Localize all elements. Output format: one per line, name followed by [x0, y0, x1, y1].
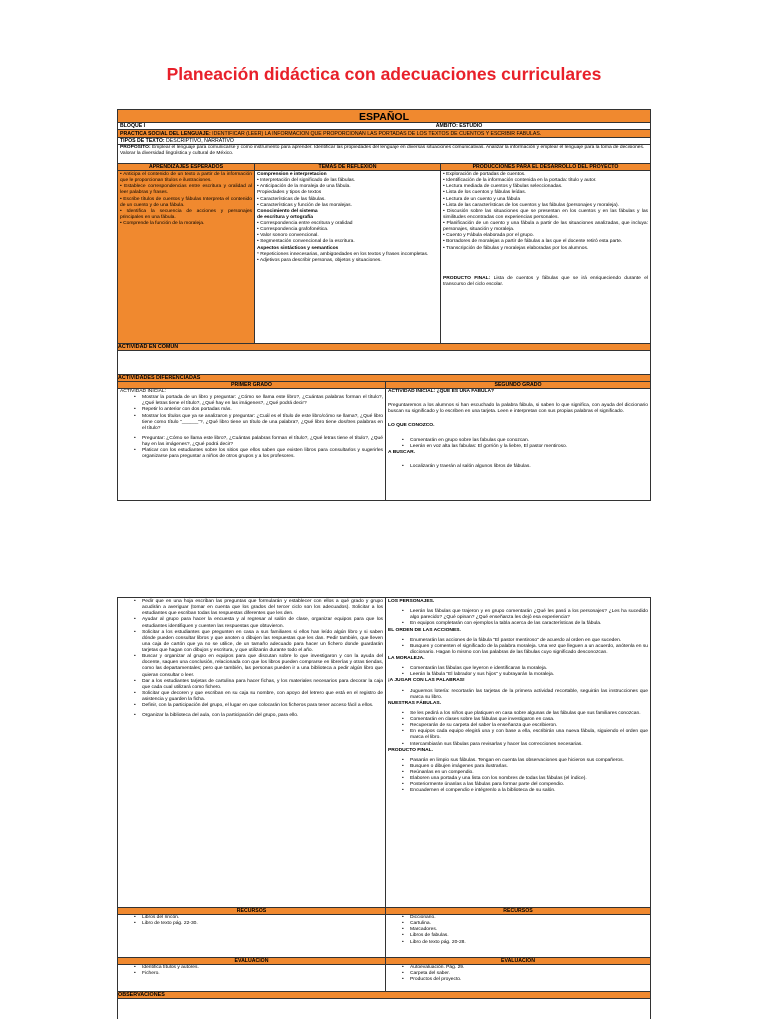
actividad-inicial-label: ACTIVIDAD INICIAL:	[120, 389, 166, 394]
sg-heading: LO QUE CONOZCO.	[388, 423, 435, 429]
bloque-label: BLOQUE I	[120, 123, 146, 129]
planning-table-page1	[117, 109, 651, 501]
resource-item: • Libro de texto pág. 20-28.	[388, 940, 648, 946]
recursos-header-right: RECURSOS	[503, 908, 533, 914]
sg-heading: A BUSCAR.	[388, 449, 415, 455]
tema-item: • Correspondencia entre escritura y oralidad	[257, 221, 353, 226]
activity-item: • Comentarán en clases sobre las fábulas que investigaron en casa.	[388, 717, 648, 723]
bloque-row	[117, 123, 651, 130]
activity-item: • Comentarán en grupo sobre las fabulas que conozcan.	[388, 438, 648, 444]
recursos-right	[386, 915, 650, 957]
evaluation-item: • Productos del proyecto.	[388, 977, 648, 983]
resource-item: • Libro de texto pág. 22-30.	[120, 921, 383, 927]
practica-value: IDENTIFICAR (LEER) LA INFORMACION QUE PROPORCIONAN LAS PORTADAS DE LOS TEXTOS DE CUENTOS Y ESCRIBIR FABULAS.	[212, 131, 542, 137]
aprendizaje-item: • Anticipa el contenido de un texto a partir de la información que le proporcionan títulos e ilustraciones.	[120, 172, 252, 184]
segundo-grado-header: SEGUNDO GRADO	[494, 382, 542, 388]
activity-item: • Se les pedirá a los niños que platiquen en casa sobre algunas de las fábulas que sus familiares conozcan.	[388, 711, 648, 717]
ambito-label: AMBITO: ESTUDIO	[435, 123, 483, 129]
recursos-left	[118, 915, 386, 957]
grade-headers	[117, 382, 651, 389]
evaluation-item: • Carpeta del saber.	[388, 971, 648, 977]
producto-final-label: PRODUCTO FINAL:	[443, 275, 491, 281]
activity-item: • Localizarán y traerán al salón algunos libros de fábulas.	[388, 464, 648, 470]
segundo-grado-continued	[386, 598, 650, 907]
tema-item: • Adjetivos para describir personas, objetos y situaciones.	[257, 257, 382, 263]
produccion-item: • Identificación de la información contenida en la portada: título y autor.	[443, 178, 597, 184]
activity-item: • Repetir lo anterior con dos portadas más.	[120, 407, 383, 413]
temas-column	[255, 171, 441, 343]
section-heading: LOS PERSONAJES.	[388, 599, 435, 604]
aprendizaje-item: • Identifica la secuencia de acciones y personajes principales en una fábula.	[120, 208, 253, 220]
practica-label: PRACTICA SOCIAL DEL LENGUAJE:	[120, 131, 211, 137]
evaluacion-row	[117, 965, 651, 992]
recursos-headers	[117, 908, 651, 915]
producto-final	[443, 276, 648, 288]
evaluation-item: • Autoevaluación. Pág. 29.	[388, 965, 648, 971]
header-producciones: PRODUCCIONES PARA EL DESARROLLO DEL PROYECTO	[472, 164, 619, 170]
resource-item: • Libros de fabulas.	[388, 933, 648, 939]
evaluacion-headers	[117, 958, 651, 965]
produccion-item: • Planificación de un cuento y una fábula a partir de las situaciones analizadas, que incluya: personajes, situación y moraleja.	[443, 221, 649, 233]
activity-item: • Busquen o dibujen imágenes para ilustrarlas.	[388, 764, 648, 770]
proposito-value: Emplear el lenguaje para comunicarse y como instrumento para aprender. Identificar las propiedades del lenguaje en diversas situaciones comunicativas. Analizar la información y emplear el lenguaje para la toma de decisiones. Valorar la diversidad lingüística y cultural de México.	[120, 145, 645, 157]
activity-item: • Dar a los estudiantes tarjetas de cartulina para hacer fichas, y los materiales necesarios para decorar la caja que cada cual utilizará como fichero.	[120, 679, 383, 691]
activity-item: • Enumerarán las acciones de la fábula "El pastor mentiroso" de acuerdo al orden en que suceden.	[388, 638, 648, 644]
header-temas: TEMAS DE REFLEXION	[255, 164, 441, 170]
subject-header: ESPAÑOL	[117, 109, 651, 123]
tema-item: • Segmentación convencional de la escritura.	[257, 239, 355, 245]
activity-item: • Busquen y comenten el significado de la palabra moraleja. Una vez que lleguen a un acuerdo, anótenla en su diccionario. Hagan lo mismo con las palabras de las fábulas cuyo significado desconozcan.	[388, 644, 648, 656]
activity-item: • En equipos cada equipo elegirá una y con base a ella, escribirán una nueva fábula, siguiendo el orden que marca el libro.	[388, 729, 648, 741]
activity-item: • Preguntar: ¿Cómo se llama este libro?, ¿Cuántas palabras forman el título?, ¿Qué letras tiene el título?, ¿Qué hay en las imágenes?, ¿Qué podrá decir?	[120, 436, 383, 448]
resource-item: • Libros del rincón.	[120, 915, 383, 921]
tema-item: * Repeticiones innecesarias, ambigüedades en los textos y frases incompletas.	[257, 251, 429, 257]
section-heading: PRODUCTO FINAL.	[388, 747, 434, 753]
evaluacion-header-right: EVALUACION	[501, 958, 535, 964]
activities-continued-row	[117, 597, 651, 908]
observaciones-body	[117, 999, 651, 1019]
activity-item: • Leerán las fábulas que trajeron y en grupo comentarán ¿Qué les pasó a los personajes? ¿Les ha sucedido algo parecido? ¿Qué opinan? ¿Qué enseñanza les dejó esa experiencia?	[388, 609, 648, 621]
temas-heading: de escritura y ortografía	[257, 214, 313, 220]
tema-item: • Características y función de las moralejas.	[257, 202, 352, 208]
temas-heading: Aspectos sintácticos y semanticos	[257, 245, 339, 251]
produccion-item: • Lista de las características de los cuentos y las fábulas (personajes y moraleja).	[443, 202, 619, 208]
activity-item: • Ayudar al grupo para hacer la encuesta y al regresar al salón de clase, organizar equipos para que los estudiantes identifiquen y cuenten las respuestas que obtuvieron.	[120, 617, 383, 629]
evaluacion-header-left: EVALUACION	[118, 958, 386, 964]
produccion-item: • Borradores de moralejas a partir de fábulas a las que el docente retiró esta parte.	[443, 239, 623, 245]
evaluation-item: • Fichero.	[120, 971, 383, 977]
activity-item: • Pasarán en limpio sus fábulas. Tengan en cuenta las observaciones que hicieron sus compañeros.	[388, 758, 648, 764]
tema-item: • Anticipación de la moraleja de una fábula.	[257, 184, 351, 190]
aprendizaje-item: • Escribe títulos de cuentos y fábulas Interpreta el contenido de un cuento y de una fábula.	[120, 196, 252, 208]
tipos-label: TIPOS DE TEXTO:	[120, 138, 165, 144]
resource-item: • Diccionario.	[388, 915, 648, 921]
column-headers	[117, 164, 651, 171]
evaluacion-left	[118, 965, 386, 991]
activity-item: • Solicitar a los estudiantes que pregunten en casa a sus familiares si ellos han leído algún libro y si saben dónde pueden consultar libros y que anoten o dibujen las respuestas que les dan. Pedir también, que lleven una caja de cartón que ya no se utilice, de un tamaño adecuado para hacer un fichero donde guardarán tarjetas que hagan con dibujos y escritura, y que utilizarán durante todo el año.	[120, 630, 383, 655]
produccion-item: • Lectura mediada de cuentos y fábulas seleccionadas.	[443, 184, 563, 190]
actividad-comun-body	[117, 351, 651, 375]
activity-item: • Posteriormente únanlas a las fábulas para formar parte del compendio.	[388, 782, 648, 788]
tipos-value: DESCRIPTIVO, NARRATIVO	[166, 138, 234, 144]
activity-item: • Reúnanlas en un compendio.	[388, 770, 648, 776]
aprendizaje-item: • Establece correspondencias entre escritura y oralidad al leer palabras y frases.	[120, 184, 252, 196]
activity-item: • En equipos completarán con ejemplos la tabla acerca de las características de la fábula.	[388, 621, 648, 627]
temas-plain: Propiedades y tipos de textos	[257, 190, 322, 196]
tema-item: • Interpretación del significado de las fábulas.	[257, 178, 356, 184]
produccion-item: • Discusión sobre las situaciones que se presentan en los cuentos y en las fábulas y las similitudes encontradas con experiencias personales.	[443, 208, 648, 220]
sg-actividad-inicial: ACTIVIDAD INICIAL: ¿QUE ES UNA FABULA?	[388, 389, 495, 394]
produccion-item: • Lectura de un cuento y una fábula	[443, 196, 521, 202]
primer-grado-header: PRIMER GRADO	[118, 382, 386, 388]
proposito-row	[117, 145, 651, 164]
resource-item: • Cartulina.	[388, 921, 648, 927]
activity-item: • Comentarán las fábulas que leyeron e identificaran la moraleja.	[388, 666, 648, 672]
aprendizajes-column	[118, 171, 255, 343]
actividades-diferenciadas-bar: ACTIVIDADES DIFERENCIADAS	[117, 375, 651, 382]
producciones-column	[441, 171, 650, 343]
activity-item: • Definir, con la participación del grupo, el lugar en que colocarán los ficheros para tener acceso fácil a ellos.	[120, 703, 383, 709]
recursos-row	[117, 915, 651, 958]
activity-item: • Elaboren una portada y una lista con los nombres de todas las fábulas (el índice).	[388, 776, 648, 782]
produccion-item: • Exploración de portadas de cuentos.	[443, 172, 526, 177]
sg-intro: Preguntaremos a los alumnos si han escuchado la palabra fábula, si saben lo que significa, con ayuda del diccionario buscan su significado y lo escriben en una tarjeta. Leen e interpretan con sus propias palabras el significado.	[388, 403, 648, 415]
section-heading: NUESTRAS FÁBULAS.	[388, 700, 441, 706]
produccion-item: • Cuento y Fábula elaborada por el grupo.	[443, 233, 534, 239]
temas-heading: Comprension e interpretacion	[257, 172, 327, 177]
actividad-comun-bar: ACTIVIDAD EN COMUN	[117, 344, 651, 351]
segundo-grado-column	[386, 389, 650, 500]
primer-grado-continued	[118, 598, 386, 907]
producto-final-value: Lista de cuentos y fábulas que se irá enriqueciendo durante el transcurso del ciclo escolar.	[443, 275, 648, 287]
observaciones-bar: OBSERVACIONES	[117, 992, 651, 999]
activity-item: • Solicitar que decoren y que escriban en su caja su nombre, con apoyo del letrero que está en el registro de asistencia y guarden la ficha.	[120, 691, 383, 703]
activity-item: • Intercambiarán sus fábulas para revisarlas y hacer las correcciones necesarias.	[388, 742, 648, 748]
recursos-header-left: RECURSOS	[118, 908, 386, 914]
activity-item: • Recuperarán de su carpeta del saber la enseñanza que escribieron.	[388, 723, 648, 729]
grades-content-row	[117, 389, 651, 501]
evaluacion-right	[386, 965, 650, 991]
activity-item: • Juguemos lotería: recortarán las tarjetas de la primera actividad recortable, seguirán las instrucciones que marca su libro.	[388, 689, 648, 701]
temas-heading: Conocimiento del sistema	[257, 208, 318, 214]
activity-item: • Organizar la biblioteca del aula, con la participación del grupo, para ello.	[120, 713, 383, 719]
tipos-row	[117, 138, 651, 145]
page-title: Planeación didáctica con adecuaciones curriculares	[166, 64, 602, 84]
resource-item: • Marcadores.	[388, 927, 648, 933]
tema-item: • Valor sonoro convencional.	[257, 233, 319, 239]
aprendizaje-item: • Comprende la función de la moraleja.	[120, 221, 205, 226]
tema-item: • Correspondencia grafofonética.	[257, 227, 329, 233]
activity-item: • Encuadernen el compendio e intégrenlo a la biblioteca de su salón.	[388, 788, 648, 794]
activity-item: • Pedir que en una hoja escriban las preguntas que formularán y establecer con ellos a qué grado y grupo acudirán a averiguar (tomar en cuenta que los grados del tercer ciclo son los adecuados). Solicitar a los estudiantes que escriban todas las respuestas diferentes que les den.	[120, 599, 383, 617]
activity-item: • Buscar y organizar al grupo en equipos para que discutan sobre lo que investigaron y con la ayuda del docente, saquen una conclusión, relacionada con que los libros pueden comprarse en librerías y otras tiendas, como las departamentales; pero que también, las personas pueden ir a una biblioteca a pedir algún libro que quieran consultar o leer.	[120, 654, 383, 679]
header-aprendizajes: APRENDIZAJES ESPERADOS	[118, 164, 255, 170]
produccion-item: • Transcripción de fábulas y moralejas elaboradas por los alumnos.	[443, 245, 589, 251]
section-heading: ¡A JUGAR CON LAS PALABRAS!	[388, 678, 465, 684]
section-heading: LA MORALEJA.	[388, 656, 425, 661]
evaluation-item: • Identifica títulos y autores.	[120, 965, 383, 971]
tema-item: • Características de las fábulas.	[257, 196, 326, 202]
activity-item: • Mostrar los títulos que ya se analizaron y preguntar: ¿Cuál es el título de este libro/cómo se llama?, ¿Qué libro tiene como título "______"?, ¿Qué libro tiene un título de una palabra?, ¿Qué libro tiene dos/tres palabras en el título?	[120, 414, 383, 432]
planning-table-page2	[117, 597, 651, 1019]
activity-item: • Platicar con los estudiantes sobre los sitios que ellos saben que existen libros para consultarlos y sugerirles organizarse para preguntar a niños de otros grupos y a los profesores.	[120, 448, 383, 460]
section-heading: EL ORDEN DE LAS ACCIONES.	[388, 627, 461, 633]
practica-row	[117, 130, 651, 138]
content-row	[117, 171, 651, 344]
activity-item: • Mostrar la portada de un libro y preguntar: ¿Cómo se llama este libro?, ¿Cuántas palabras forman el título?, ¿Qué letras tiene el título?, ¿Qué hay en las imágenes?, ¿Qué podrá decir?	[120, 395, 383, 407]
activity-item: • Leerán en voz alta las fabulas: El gorrión y la liebre, El pastor mentiroso.	[388, 444, 648, 450]
proposito-label: PROPOSITO:	[120, 145, 151, 150]
primer-grado-column	[118, 389, 386, 500]
produccion-item: • Lista de los cuentos y fábulas leídas.	[443, 190, 527, 196]
activity-item: • Leerán la fábula "El labrador y sus hijos" y subrayarán la moraleja.	[388, 672, 648, 678]
